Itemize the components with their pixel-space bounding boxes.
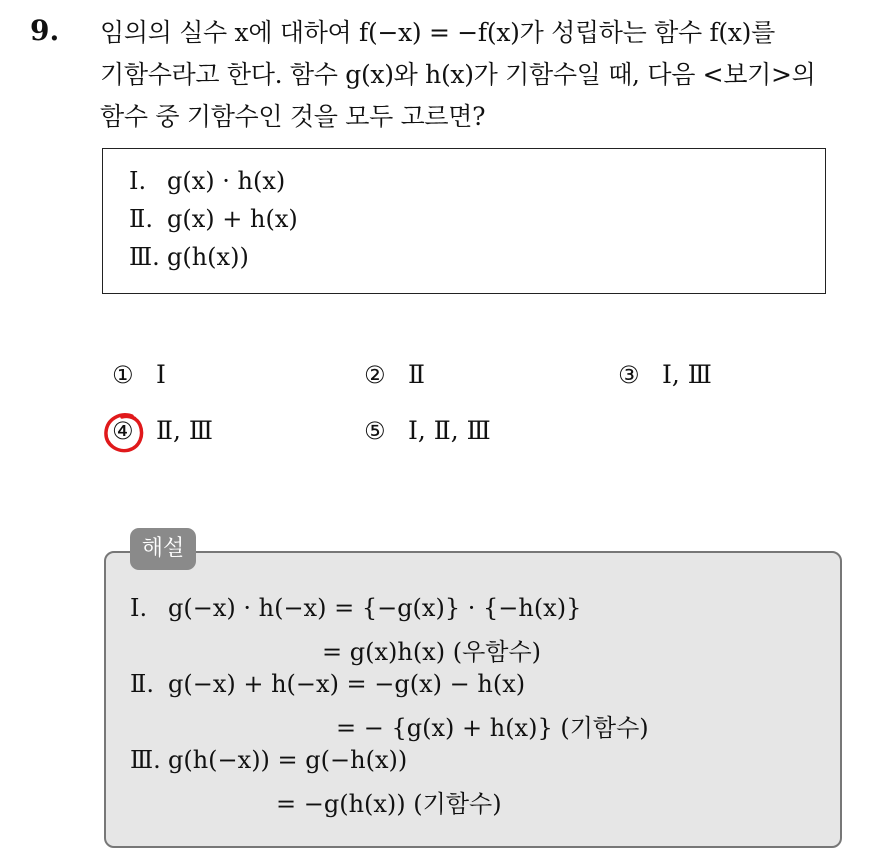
solution-expression: g(−x) + h(−x) = −g(x) − h(x)	[168, 670, 526, 698]
choice-3[interactable]	[618, 360, 712, 389]
choice-text-2: Ⅱ	[408, 360, 425, 389]
solution-expression: = − {g(x) + h(x)} (기함수)	[336, 714, 649, 742]
solution-line-1	[130, 594, 581, 622]
solution-numeral: Ⅱ.	[130, 670, 154, 698]
choice-text-5: Ⅰ, Ⅱ, Ⅲ	[408, 416, 491, 445]
choice-2[interactable]	[364, 360, 425, 389]
solution-line-4	[336, 708, 649, 743]
choice-number-5: ⑤	[364, 417, 386, 445]
solution-expression: g(h(−x)) = g(−h(x))	[168, 746, 408, 774]
bogi-numeral: Ⅱ.	[129, 205, 153, 233]
solution-line-6	[276, 784, 502, 819]
solution-line-2	[322, 632, 541, 667]
choice-number-2: ②	[364, 361, 386, 389]
question-line-2: 기함수라고 한다. 함수 g(x)와 h(x)가 기함수일 때, 다음 <보기>의	[100, 60, 816, 89]
choice-number-1: ①	[112, 361, 134, 389]
choice-5[interactable]	[364, 416, 491, 445]
choice-1[interactable]	[112, 360, 166, 389]
solution-tag: 해설	[130, 528, 196, 570]
choice-text-4: Ⅱ, Ⅲ	[156, 416, 213, 445]
solution-expression: = −g(h(x)) (기함수)	[276, 790, 502, 818]
solution-expression: = g(x)h(x) (우함수)	[322, 638, 541, 666]
bogi-box	[102, 148, 826, 294]
solution-line-5	[130, 746, 407, 774]
bogi-expression: g(x) · h(x)	[167, 167, 286, 195]
bogi-item-2	[129, 205, 298, 233]
question-line-3: 함수 중 기함수인 것을 모두 고르면?	[100, 102, 486, 131]
bogi-item-3	[129, 243, 249, 271]
answer-circle-mark	[102, 410, 146, 454]
bogi-item-1	[129, 167, 285, 195]
solution-line-3	[130, 670, 525, 698]
bogi-expression: g(h(x))	[167, 243, 249, 271]
question-text	[100, 12, 870, 138]
choice-text-3: Ⅰ, Ⅲ	[662, 360, 712, 389]
choice-number-3: ③	[618, 361, 640, 389]
solution-numeral: Ⅲ.	[130, 746, 161, 774]
choice-text-1: Ⅰ	[156, 360, 166, 389]
question-line-1: 임의의 실수 x에 대하여 f(−x) = −f(x)가 성립하는 함수 f(x)를	[100, 18, 775, 47]
solution-numeral: Ⅰ.	[130, 594, 148, 622]
bogi-numeral: Ⅲ.	[129, 243, 160, 271]
bogi-numeral: Ⅰ.	[129, 167, 147, 195]
bogi-expression: g(x) + h(x)	[167, 205, 298, 233]
solution-expression: g(−x) · h(−x) = {−g(x)} · {−h(x)}	[168, 594, 582, 622]
choice-number-4: ④	[112, 417, 134, 445]
question-number: 9.	[30, 14, 60, 47]
